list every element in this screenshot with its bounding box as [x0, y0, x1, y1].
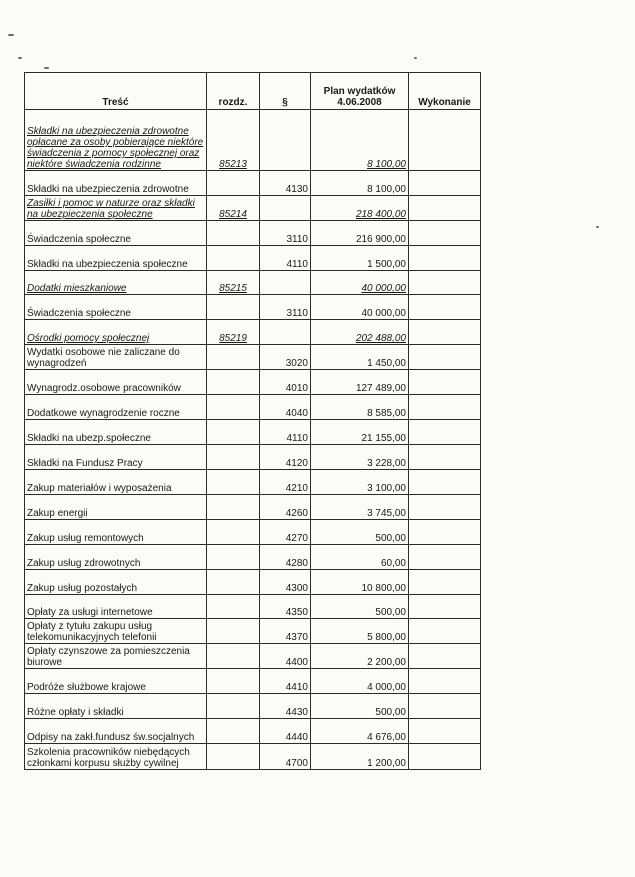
cell-paragraf: 4700 [260, 744, 311, 770]
cell-tresc: Szkolenia pracowników niebędących członkami korpusu służby cywilnej [25, 744, 207, 770]
cell-wykonanie [409, 345, 481, 370]
cell-wykonanie [409, 644, 481, 669]
cell-wykonanie [409, 619, 481, 644]
budget-table [24, 72, 481, 770]
cell-wykonanie [409, 445, 481, 470]
cell-paragraf: 4210 [260, 470, 311, 495]
cell-rozdz [207, 595, 260, 619]
table-row [25, 694, 481, 719]
cell-paragraf: 4440 [260, 719, 311, 744]
cell-wykonanie [409, 570, 481, 595]
cell-tresc: Dodatkowe wynagrodzenie roczne [25, 395, 207, 420]
table-row [25, 246, 481, 271]
cell-rozdz [207, 520, 260, 545]
cell-plan: 1 450,00 [311, 345, 409, 370]
table-row [25, 669, 481, 694]
cell-tresc: Dodatki mieszkaniowe [25, 271, 207, 295]
cell-tresc: Opłaty czynszowe za pomieszczenia biurowe [25, 644, 207, 669]
cell-wykonanie [409, 744, 481, 770]
table-header-row [25, 73, 481, 110]
cell-plan: 500,00 [311, 595, 409, 619]
cell-wykonanie [409, 694, 481, 719]
cell-paragraf: 4110 [260, 420, 311, 445]
cell-paragraf: 4010 [260, 370, 311, 395]
header-plan [311, 73, 409, 110]
cell-wykonanie [409, 395, 481, 420]
table-row [25, 370, 481, 395]
cell-plan: 3 100,00 [311, 470, 409, 495]
cell-tresc: Opłaty z tytułu zakupu usług telekomunikacyjnych telefonii [25, 619, 207, 644]
table-row [25, 470, 481, 495]
cell-rozdz [207, 221, 260, 246]
cell-rozdz [207, 295, 260, 320]
cell-tresc: Składki na ubezpieczenia zdrowotne [25, 171, 207, 196]
cell-tresc: Zakup energii [25, 495, 207, 520]
cell-rozdz [207, 420, 260, 445]
table-row [25, 520, 481, 545]
cell-plan: 60,00 [311, 545, 409, 570]
cell-plan: 1 200,00 [311, 744, 409, 770]
cell-wykonanie [409, 495, 481, 520]
header-wykonanie: Wykonanie [409, 73, 481, 110]
cell-plan: 218 400,00 [311, 196, 409, 221]
table-row [25, 171, 481, 196]
cell-tresc: Podróże służbowe krajowe [25, 669, 207, 694]
cell-rozdz: 85213 [207, 110, 260, 171]
cell-wykonanie [409, 246, 481, 271]
cell-plan: 202 488,00 [311, 320, 409, 345]
table-row [25, 295, 481, 320]
cell-plan: 500,00 [311, 694, 409, 719]
cell-rozdz [207, 545, 260, 570]
cell-wykonanie [409, 221, 481, 246]
cell-paragraf [260, 110, 311, 171]
table-row [25, 420, 481, 445]
section-row [25, 110, 481, 171]
header-plan-date: 4.06.2008 [337, 97, 382, 108]
cell-wykonanie [409, 719, 481, 744]
table-row [25, 570, 481, 595]
cell-paragraf: 3110 [260, 295, 311, 320]
cell-tresc: Różne opłaty i składki [25, 694, 207, 719]
cell-wykonanie [409, 320, 481, 345]
table-row [25, 644, 481, 669]
cell-plan: 10 800,00 [311, 570, 409, 595]
cell-plan: 216 900,00 [311, 221, 409, 246]
table-row [25, 744, 481, 770]
table-row [25, 545, 481, 570]
cell-paragraf: 4300 [260, 570, 311, 595]
header-paragraf: § [260, 73, 311, 110]
header-rozdz: rozdz. [207, 73, 260, 110]
cell-rozdz [207, 694, 260, 719]
cell-wykonanie [409, 370, 481, 395]
table-row [25, 619, 481, 644]
cell-paragraf: 4110 [260, 246, 311, 271]
section-row [25, 271, 481, 295]
table-row [25, 495, 481, 520]
cell-plan: 8 585,00 [311, 395, 409, 420]
cell-tresc: Wydatki osobowe nie zaliczane do wynagrodzeń [25, 345, 207, 370]
header-plan-title: Plan wydatków [323, 86, 396, 97]
cell-paragraf: 4280 [260, 545, 311, 570]
cell-paragraf: 4270 [260, 520, 311, 545]
cell-rozdz: 85215 [207, 271, 260, 295]
cell-plan: 8 100,00 [311, 171, 409, 196]
cell-tresc: Ośrodki pomocy społecznej [25, 320, 207, 345]
table-body [25, 110, 481, 770]
section-row [25, 320, 481, 345]
cell-tresc: Świadczenia społeczne [25, 295, 207, 320]
cell-paragraf: 3020 [260, 345, 311, 370]
cell-wykonanie [409, 669, 481, 694]
cell-rozdz [207, 570, 260, 595]
cell-paragraf: 4430 [260, 694, 311, 719]
table-row [25, 395, 481, 420]
cell-wykonanie [409, 271, 481, 295]
cell-wykonanie [409, 171, 481, 196]
cell-plan: 3 745,00 [311, 495, 409, 520]
cell-plan: 40 000,00 [311, 295, 409, 320]
cell-paragraf [260, 196, 311, 221]
table-row [25, 719, 481, 744]
table-row [25, 595, 481, 619]
cell-paragraf: 4370 [260, 619, 311, 644]
cell-tresc: Składki na ubezp.społeczne [25, 420, 207, 445]
cell-paragraf: 4410 [260, 669, 311, 694]
cell-paragraf [260, 320, 311, 345]
section-row [25, 196, 481, 221]
cell-wykonanie [409, 196, 481, 221]
cell-paragraf: 4400 [260, 644, 311, 669]
cell-plan: 1 500,00 [311, 246, 409, 271]
cell-plan: 21 155,00 [311, 420, 409, 445]
cell-rozdz [207, 246, 260, 271]
cell-paragraf: 4040 [260, 395, 311, 420]
cell-tresc: Odpisy na zakł.fundusz św.socjalnych [25, 719, 207, 744]
cell-tresc: Opłaty za usługi internetowe [25, 595, 207, 619]
header-tresc: Treść [25, 73, 207, 110]
cell-tresc: Zakup usług remontowych [25, 520, 207, 545]
cell-tresc: Zakup usług zdrowotnych [25, 545, 207, 570]
cell-rozdz [207, 345, 260, 370]
scan-speck [596, 226, 599, 228]
cell-tresc: Zakup materiałów i wyposażenia [25, 470, 207, 495]
scan-speck [8, 34, 14, 36]
cell-tresc: Wynagrodz.osobowe pracowników [25, 370, 207, 395]
cell-rozdz: 85214 [207, 196, 260, 221]
cell-rozdz [207, 719, 260, 744]
cell-plan: 40 000,00 [311, 271, 409, 295]
cell-plan: 2 200,00 [311, 644, 409, 669]
cell-wykonanie [409, 420, 481, 445]
cell-rozdz [207, 644, 260, 669]
cell-paragraf: 3110 [260, 221, 311, 246]
cell-tresc: Zasiłki i pomoc w naturze oraz składki na ubezpieczenia społeczne [25, 196, 207, 221]
cell-plan: 5 800,00 [311, 619, 409, 644]
cell-rozdz [207, 171, 260, 196]
cell-plan: 127 489,00 [311, 370, 409, 395]
scan-speck [414, 57, 417, 59]
cell-wykonanie [409, 545, 481, 570]
cell-tresc: Składki na ubezpieczenia zdrowotne opłacane za osoby pobierające niektóre świadczenia z pomocy społecznej oraz niektóre świadczenia rodzinne [25, 110, 207, 171]
cell-rozdz: 85219 [207, 320, 260, 345]
cell-wykonanie [409, 295, 481, 320]
scan-speck [18, 57, 22, 59]
cell-rozdz [207, 470, 260, 495]
cell-paragraf: 4350 [260, 595, 311, 619]
cell-paragraf: 4120 [260, 445, 311, 470]
cell-wykonanie [409, 520, 481, 545]
cell-tresc: Składki na Fundusz Pracy [25, 445, 207, 470]
cell-rozdz [207, 395, 260, 420]
cell-rozdz [207, 619, 260, 644]
cell-wykonanie [409, 595, 481, 619]
cell-plan: 500,00 [311, 520, 409, 545]
cell-plan: 4 000,00 [311, 669, 409, 694]
cell-tresc: Świadczenia społeczne [25, 221, 207, 246]
cell-rozdz [207, 744, 260, 770]
cell-rozdz [207, 669, 260, 694]
cell-paragraf [260, 271, 311, 295]
cell-wykonanie [409, 470, 481, 495]
table-row [25, 221, 481, 246]
cell-plan: 4 676,00 [311, 719, 409, 744]
cell-paragraf: 4130 [260, 171, 311, 196]
cell-rozdz [207, 370, 260, 395]
cell-plan: 3 228,00 [311, 445, 409, 470]
table-row [25, 445, 481, 470]
cell-plan: 8 100,00 [311, 110, 409, 171]
cell-paragraf: 4260 [260, 495, 311, 520]
scan-speck [44, 67, 49, 69]
table-row [25, 345, 481, 370]
cell-tresc: Zakup usług pozostałych [25, 570, 207, 595]
cell-rozdz [207, 495, 260, 520]
cell-tresc: Składki na ubezpieczenia społeczne [25, 246, 207, 271]
cell-rozdz [207, 445, 260, 470]
cell-wykonanie [409, 110, 481, 171]
